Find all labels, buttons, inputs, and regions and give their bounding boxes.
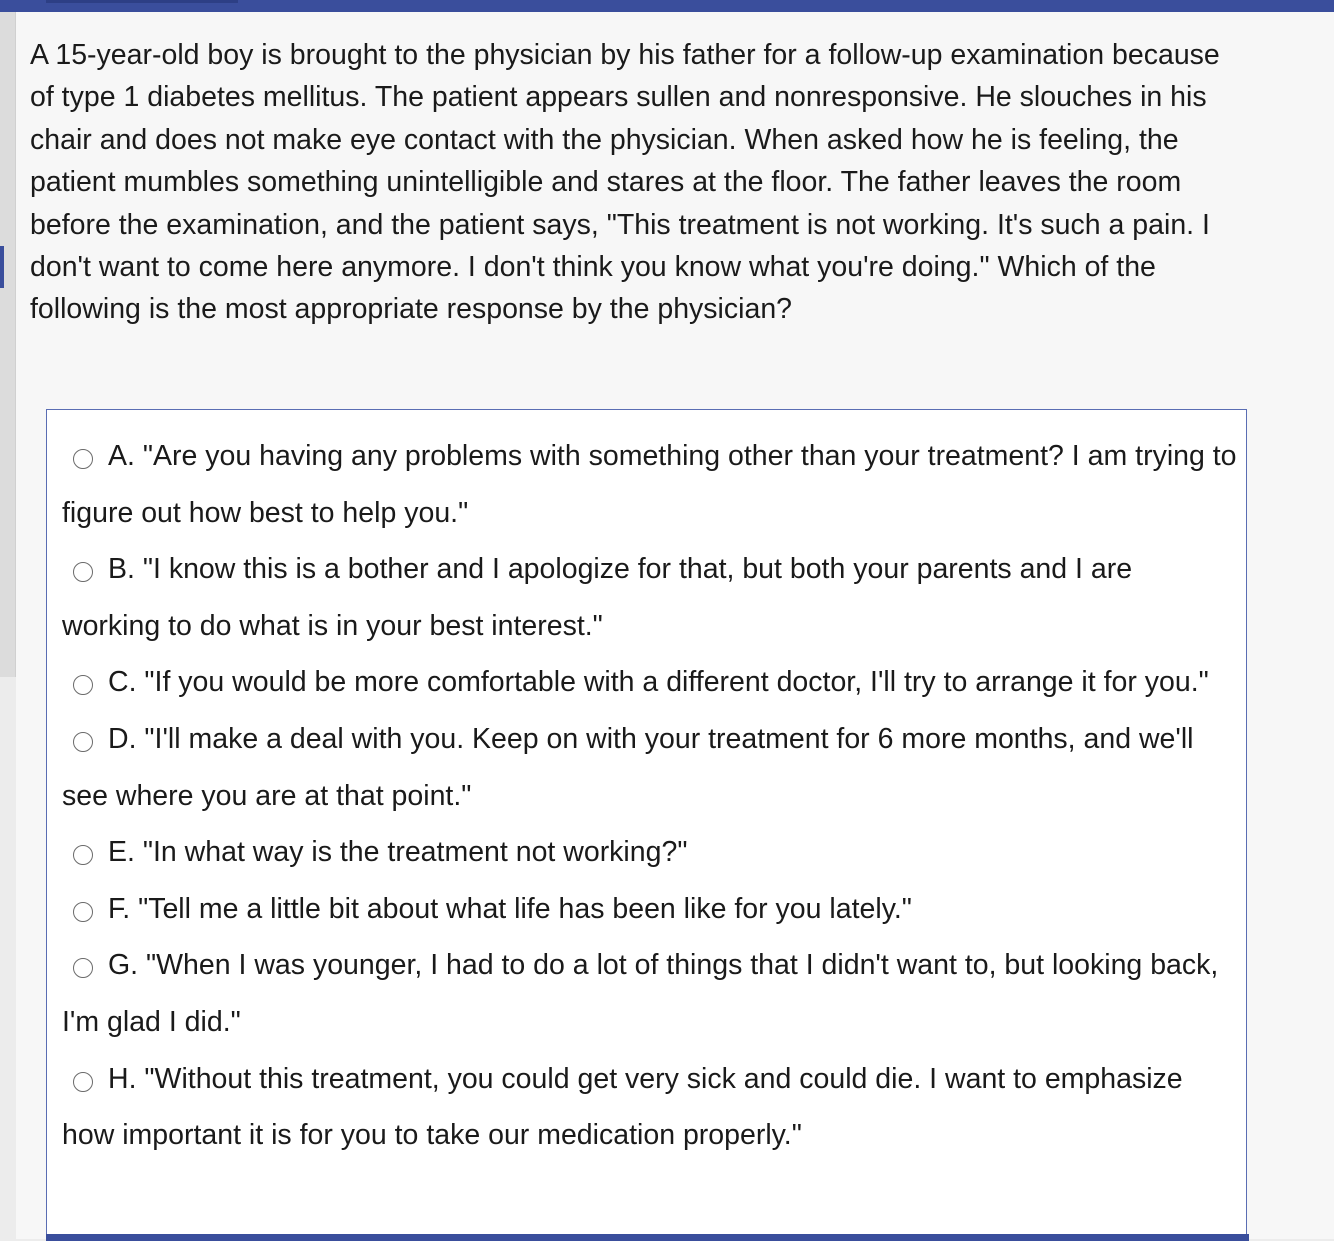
- answer-option-g[interactable]: [62, 937, 1237, 1050]
- option-letter: G.: [108, 949, 139, 982]
- option-text: "I'll make a deal with you. Keep on with your treatment for 6 more months, and we'll see where you are at that point.": [62, 722, 1194, 812]
- option-text: "When I was younger, I had to do a lot of things that I didn't want to, but looking back, I'm glad I did.": [62, 949, 1219, 1038]
- answer-option-e[interactable]: [62, 824, 1237, 881]
- radio-button-icon[interactable]: [73, 845, 93, 865]
- left-marker: [0, 246, 4, 288]
- answer-options-panel: [46, 409, 1247, 1236]
- option-text: "Tell me a little bit about what life has been like for you lately.": [138, 892, 912, 925]
- radio-button-icon[interactable]: [73, 449, 93, 469]
- question-content: [16, 12, 1334, 1239]
- question-stem: A 15-year-old boy is brought to the physician by his father for a follow-up examination because of type 1 diabetes mellitus. The patient appears sullen and nonresponsive. He slouches in his chair and does not make eye contact with the physician. When asked how he is feeling, the patient mumbles something unintelligible and stares at the floor. The father leaves the room before the examination, and the patient says, "This treatment is not working. It's such a pain. I don't want to come here anymore. I don't think you know what you're doing." Which of the following is the most appropriate response by the physician?: [30, 39, 1220, 326]
- option-text: "Are you having any problems with something other than your treatment? I am trying to figure out how best to help you.": [62, 440, 1237, 529]
- option-letter: H.: [108, 1062, 137, 1095]
- radio-button-icon[interactable]: [73, 732, 93, 752]
- option-letter: C.: [108, 666, 137, 699]
- radio-button-icon[interactable]: [73, 675, 93, 695]
- answer-options-list: [62, 428, 1237, 1164]
- option-letter: D.: [108, 722, 137, 755]
- answer-option-d[interactable]: [62, 711, 1237, 824]
- option-letter: A.: [108, 440, 135, 472]
- option-letter: E.: [108, 836, 135, 869]
- option-text: "If you would be more comfortable with a different doctor, I'll try to arrange it for you.": [144, 666, 1209, 699]
- radio-button-icon[interactable]: [73, 1072, 93, 1092]
- radio-button-icon[interactable]: [73, 958, 93, 978]
- header-tab-indicator: [46, 0, 238, 3]
- radio-button-icon[interactable]: [73, 562, 93, 582]
- left-gutter: [0, 12, 16, 677]
- answer-option-a[interactable]: [62, 428, 1237, 541]
- option-letter: B.: [108, 553, 135, 586]
- answer-option-h[interactable]: [62, 1051, 1237, 1164]
- answer-options-bottom-border: [46, 1234, 1249, 1241]
- answer-option-c[interactable]: [62, 654, 1237, 711]
- option-text: "Without this treatment, you could get very sick and could die. I want to emphasize how important it is for you to take our medication properly.": [62, 1062, 1183, 1152]
- answer-option-b[interactable]: [62, 541, 1237, 654]
- radio-button-icon[interactable]: [73, 902, 93, 922]
- option-text: "In what way is the treatment not working?": [142, 836, 688, 869]
- option-text: "I know this is a bother and I apologize for that, but both your parents and I are working to do what is in your best interest.": [62, 553, 1133, 642]
- option-letter: F.: [108, 892, 131, 925]
- answer-option-f[interactable]: [62, 881, 1237, 938]
